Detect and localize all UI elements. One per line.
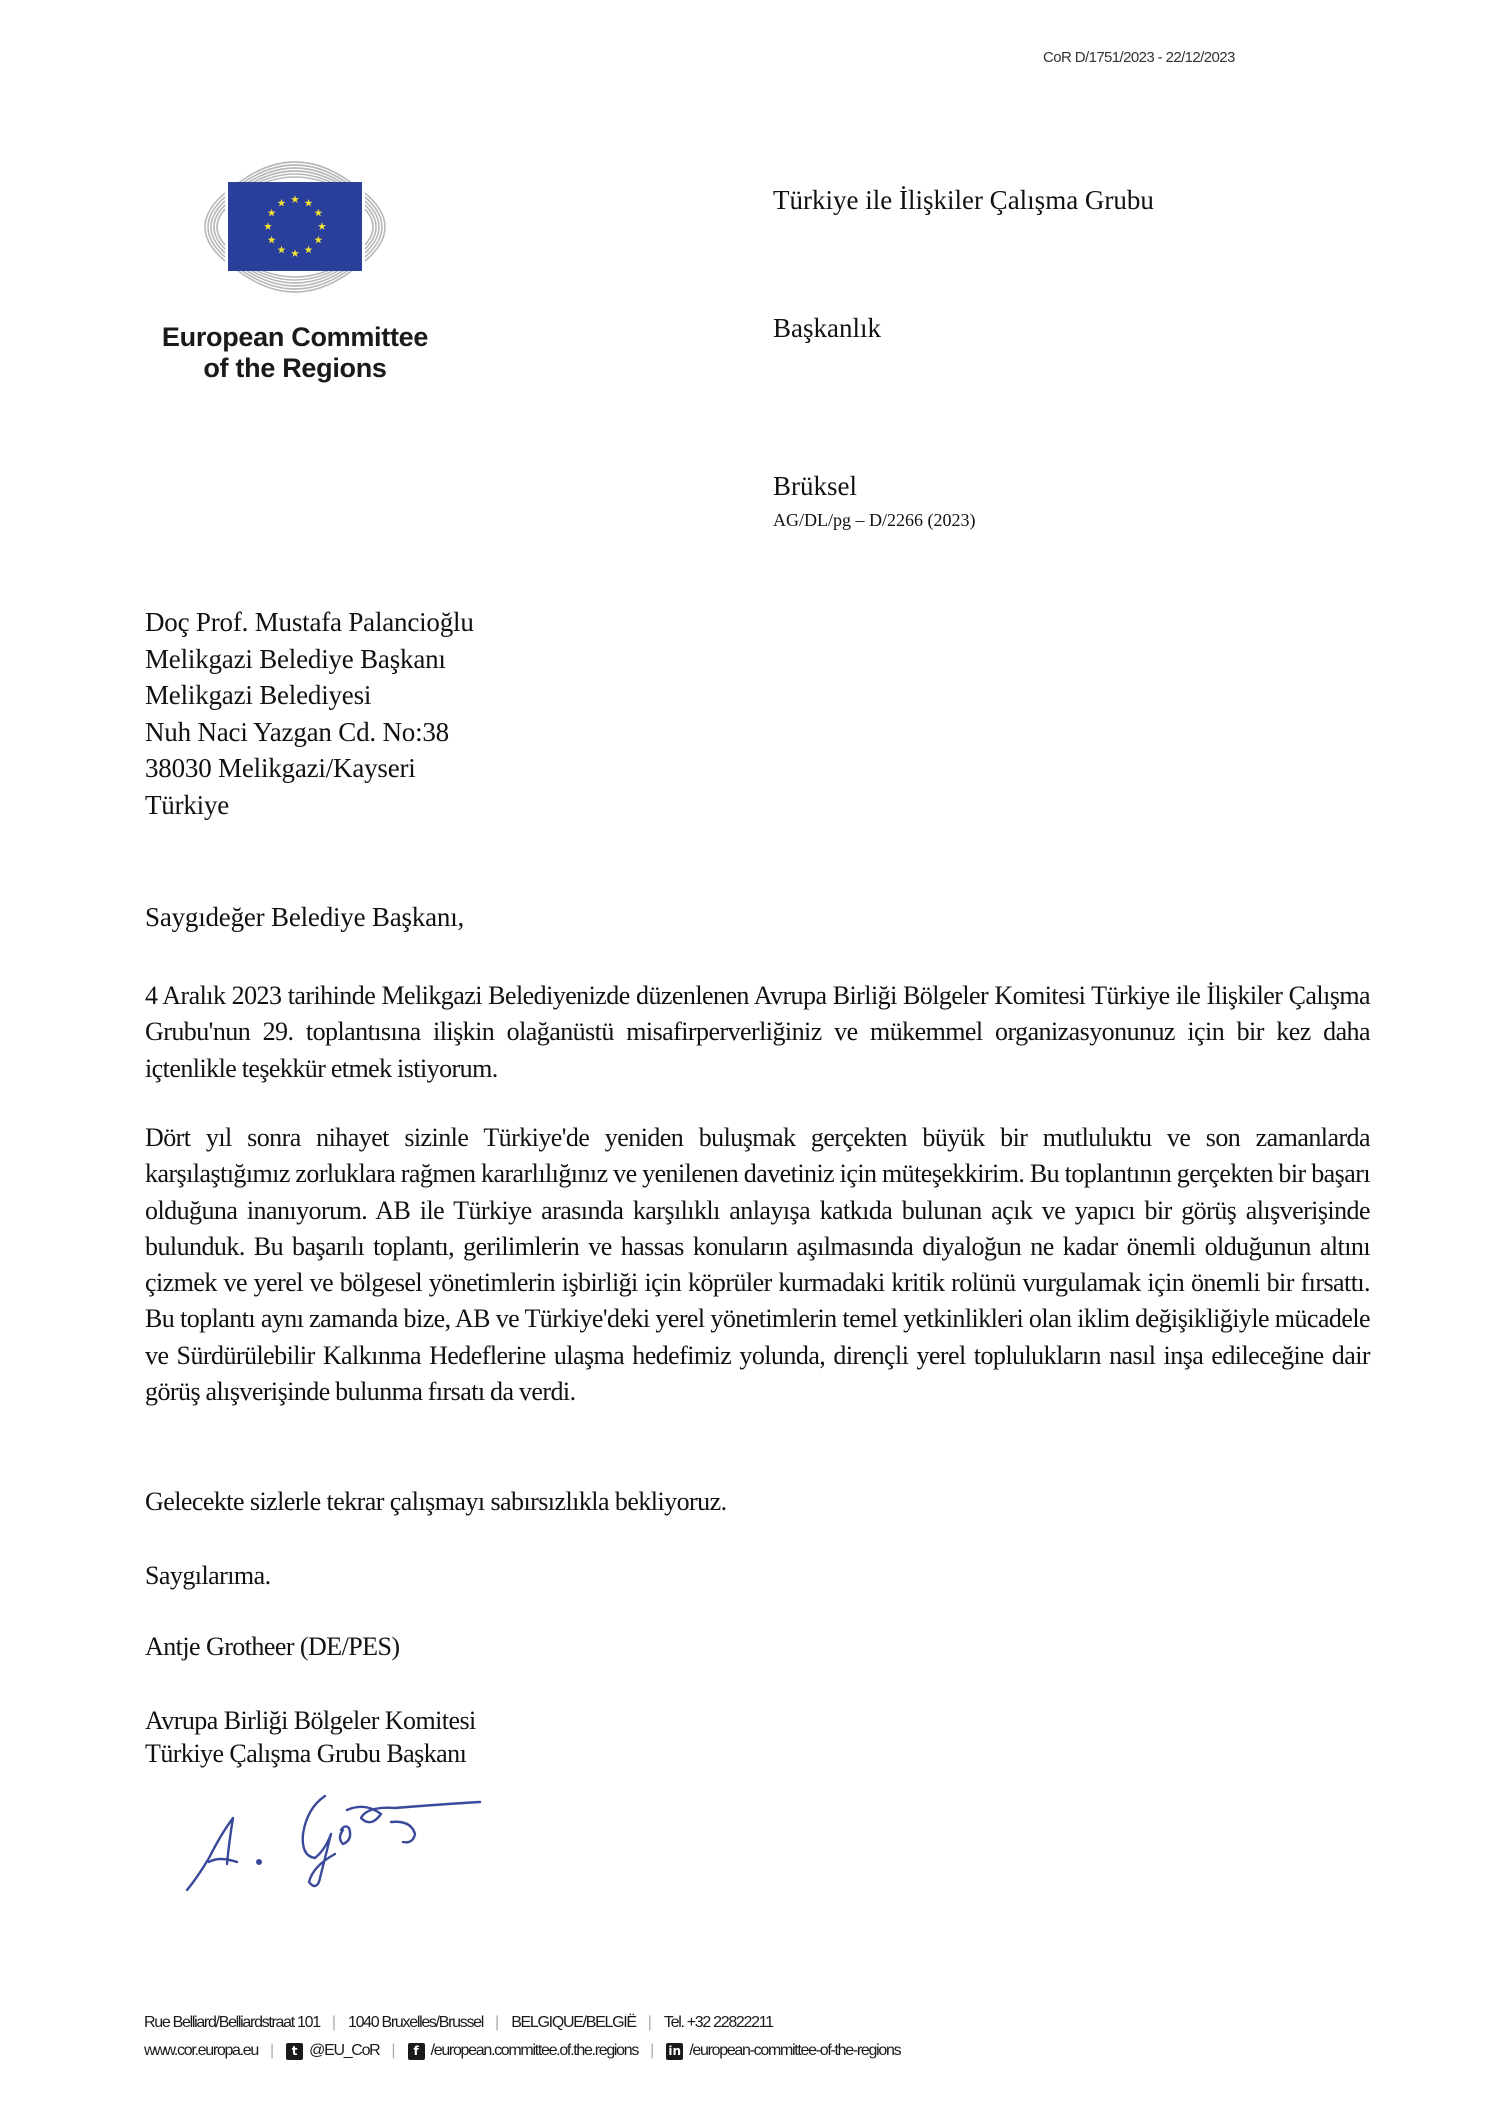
facebook-icon: f	[408, 2043, 425, 2060]
logo-name-line2: of the Regions	[203, 353, 387, 383]
salutation: Saygıdeğer Belediye Başkanı,	[145, 902, 465, 932]
closing-sentence: Gelecekte sizlerle tekrar çalışmayı sabırsızlıkla bekliyoruz.	[145, 1487, 727, 1516]
body-paragraph: Dört yıl sonra nihayet sizinle Türkiye'de yeniden buluşmak gerçekten büyük bir mutluluktu ve son zamanlarda karşılaştığımız zorluklara rağmen kararlılığınız ve yenilenen davetiniz için müteşekkirim. Bu toplantının gerçekten bir başarı olduğuna inanıyorum. AB ile Türkiye arasında karşılıklı anlayışa katkıda bulunan açık ve yapıcı bir görüş alışverişinde bulunduk. Bu başarılı toplantı, gerilimlerin ve hassas konuların aşılmasında diyaloğun ne kadar önemli olduğunun altını çizmek ve yerel ve bölgesel yönetimlerin işbirliği için köprüler kurmadaki kritik rolünü vurgulamak için önemli bir fırsattı. Bu toplantı aynı zamanda bize, AB ve Türkiye'deki yerel yönetimlerin temel yetkinlikleri olan iklim değişikliğiyle mücadele ve Sürdürülebilir Kalkınma Hedeflerine ulaşma hedefimiz yolunda, dirençli yerel toplulukların nasıl inşa edileceğine dair görüş alışverişinde bulunma fırsatı da verdi.	[145, 1123, 1370, 1407]
footer-separator: |	[495, 2014, 500, 2031]
recipient-street: Nuh Naci Yazgan Cd. No:38	[145, 716, 449, 747]
reference-code: AG/DL/pg – D/2266 (2023)	[773, 510, 976, 530]
signer-name: Antje Grotheer (DE/PES)	[145, 1632, 400, 1661]
logo-wordmark	[150, 322, 440, 384]
office-title: Başkanlık	[773, 313, 881, 343]
city: Brüksel	[773, 471, 857, 501]
footer-web-row	[144, 2037, 900, 2065]
handwritten-signature	[175, 1782, 495, 1907]
footer-website-link[interactable]: www.cor.europa.eu	[144, 2042, 258, 2059]
footer-contact-row	[144, 2009, 900, 2037]
signer-title-line1: Avrupa Birliği Bölgeler Komitesi	[145, 1706, 476, 1735]
footer-phone: Tel. +32 22822211	[663, 2014, 773, 2031]
body-paragraph: 4 Aralık 2023 tarihinde Melikgazi Belediyenizde düzenlenen Avrupa Birliği Bölgeler Komitesi Türkiye ile İlişkiler Çalışma Grubu'nun 29. toplantısına ilişkin olağanüstü misafirperverliğiniz ve mükemmel organizasyonunuz için bir kez daha içtenlikle teşekkür etmek istiyorum.	[145, 981, 1370, 1083]
working-group-name: Türkiye ile İlişkiler Çalışma Grubu	[773, 185, 1154, 215]
footer-linkedin-link[interactable]: /european-committee-of-the-regions	[689, 2042, 901, 2059]
signer-title-line2: Türkiye Çalışma Grubu Başkanı	[145, 1739, 467, 1768]
footer-separator: |	[391, 2042, 396, 2059]
footer-address: Rue Belliard/Belliardstraat 101	[144, 2014, 320, 2031]
footer-separator: |	[650, 2042, 655, 2059]
recipient-city: 38030 Melikgazi/Kayseri	[145, 753, 416, 784]
footer-postal: 1040 Bruxelles/Brussel	[347, 2014, 484, 2031]
footer-separator: |	[647, 2014, 652, 2031]
footer-separator: |	[331, 2014, 336, 2031]
recipient-position: Melikgazi Belediye Başkanı	[145, 643, 446, 674]
recipient-address	[145, 604, 474, 824]
twitter-icon: t	[286, 2043, 303, 2060]
footer	[144, 2009, 900, 2065]
footer-twitter-link[interactable]: @EU_CoR	[309, 2042, 380, 2059]
recipient-name: Doç Prof. Mustafa Palancioğlu	[145, 607, 474, 637]
linkedin-icon: in	[666, 2043, 683, 2060]
logo-name-line1: European Committee	[161, 322, 429, 352]
recipient-country: Türkiye	[145, 789, 230, 820]
footer-separator: |	[269, 2042, 275, 2059]
regards: Saygılarıma.	[145, 1561, 271, 1590]
footer-facebook-link[interactable]: /european.committee.of.the.regions	[430, 2042, 639, 2059]
footer-country: BELGIQUE/BELGIË	[511, 2014, 636, 2031]
recipient-organization: Melikgazi Belediyesi	[145, 680, 372, 711]
signer-title	[145, 1704, 476, 1770]
document-reference: CoR D/1751/2023 - 22/12/2023	[1043, 49, 1235, 66]
